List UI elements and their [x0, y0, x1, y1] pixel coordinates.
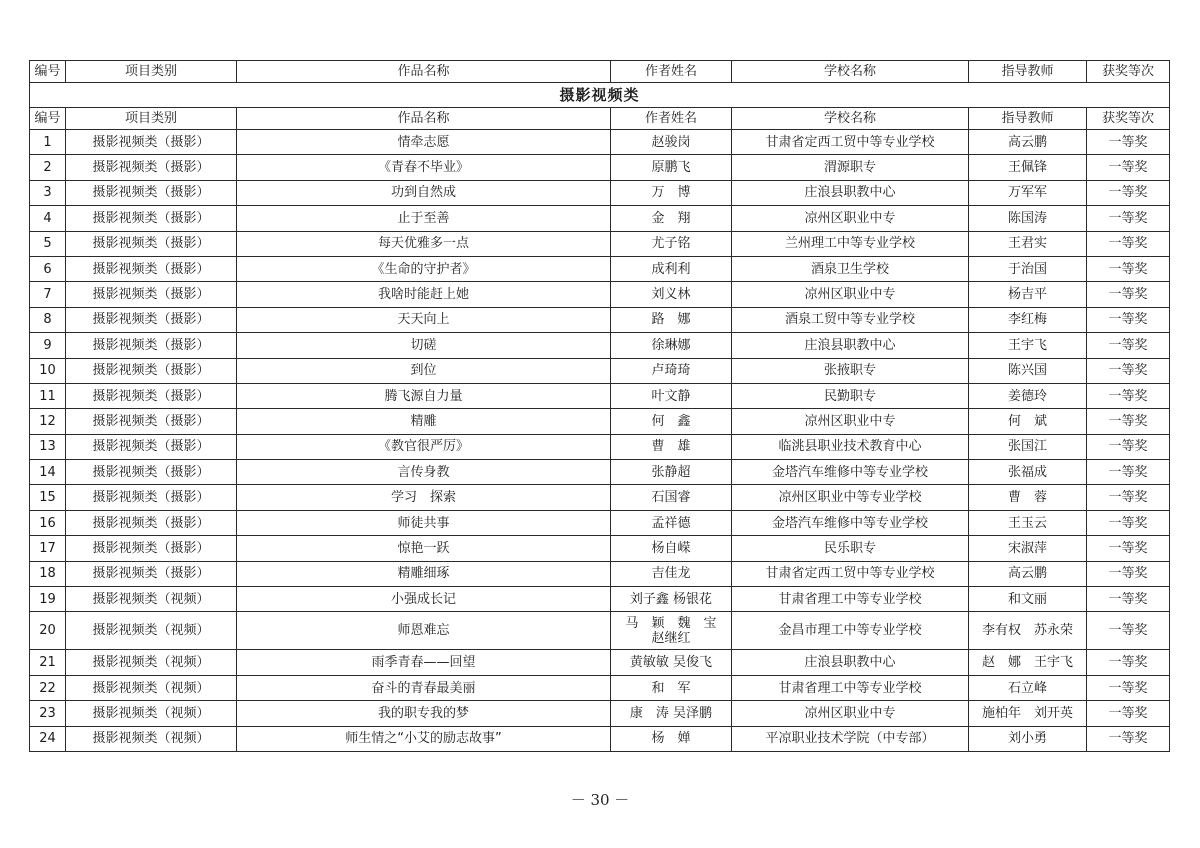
cell-category: 摄影视频类（视频）	[66, 650, 237, 675]
cell-no: 19	[30, 587, 66, 612]
table-row	[30, 510, 1170, 535]
cell-award: 一等奖	[1087, 587, 1170, 612]
header-cell-school: 学校名称	[732, 61, 969, 83]
cell-work: 《教官很严厉》	[237, 434, 611, 459]
cell-no: 10	[30, 358, 66, 383]
table-row	[30, 130, 1170, 155]
cell-work: 学习 探索	[237, 485, 611, 510]
header-row	[30, 108, 1170, 130]
cell-school: 临洮县职业技术教育中心	[732, 434, 969, 459]
cell-award: 一等奖	[1087, 180, 1170, 205]
cell-author: 叶文静	[611, 383, 732, 408]
table-row	[30, 155, 1170, 180]
cell-author: 黄敏敏 吴俊飞	[611, 650, 732, 675]
cell-category: 摄影视频类（摄影）	[66, 460, 237, 485]
page-number: － 30 －	[570, 791, 630, 809]
cell-no: 23	[30, 701, 66, 726]
cell-no: 20	[30, 612, 66, 650]
cell-category: 摄影视频类（视频）	[66, 726, 237, 751]
cell-school: 民乐职专	[732, 536, 969, 561]
cell-work: 天天向上	[237, 307, 611, 332]
cell-no: 1	[30, 130, 66, 155]
author-line: 赵继红	[651, 630, 691, 646]
cell-no: 5	[30, 231, 66, 256]
header-cell-school: 学校名称	[732, 108, 969, 130]
cell-teacher: 宋淑萍	[969, 536, 1087, 561]
cell-teacher: 王佩锋	[969, 155, 1087, 180]
cell-author: 何 鑫	[611, 409, 732, 434]
cell-author: 石国睿	[611, 485, 732, 510]
cell-work: 功到自然成	[237, 180, 611, 205]
cell-teacher: 刘小勇	[969, 726, 1087, 751]
cell-author: 杨 婵	[611, 726, 732, 751]
header-cell-category: 项目类别	[66, 108, 237, 130]
cell-school: 甘肃省理工中等专业学校	[732, 675, 969, 700]
cell-work: 奋斗的青春最美丽	[237, 675, 611, 700]
cell-category: 摄影视频类（摄影）	[66, 409, 237, 434]
table-row	[30, 612, 1170, 650]
section-title-row	[30, 83, 1170, 108]
table-row	[30, 307, 1170, 332]
table-row	[30, 587, 1170, 612]
cell-award: 一等奖	[1087, 231, 1170, 256]
header-cell-award: 获奖等次	[1087, 108, 1170, 130]
cell-work: 情牵志愿	[237, 130, 611, 155]
header-cell-work: 作品名称	[237, 108, 611, 130]
cell-award: 一等奖	[1087, 460, 1170, 485]
cell-award: 一等奖	[1087, 409, 1170, 434]
cell-category: 摄影视频类（摄影）	[66, 561, 237, 586]
cell-school: 平凉职业技术学院（中专部）	[732, 726, 969, 751]
cell-teacher: 高云鹏	[969, 561, 1087, 586]
table-row	[30, 358, 1170, 383]
cell-category: 摄影视频类（摄影）	[66, 383, 237, 408]
cell-category: 摄影视频类（摄影）	[66, 231, 237, 256]
cell-teacher: 王宇飞	[969, 333, 1087, 358]
cell-award: 一等奖	[1087, 536, 1170, 561]
cell-category: 摄影视频类（摄影）	[66, 434, 237, 459]
header-cell-teacher: 指导教师	[969, 108, 1087, 130]
table-row	[30, 434, 1170, 459]
cell-work: 精雕	[237, 409, 611, 434]
cell-no: 7	[30, 282, 66, 307]
cell-category: 摄影视频类（视频）	[66, 612, 237, 650]
cell-school: 凉州区职业中专	[732, 701, 969, 726]
cell-author: 万 博	[611, 180, 732, 205]
cell-author: 金 翔	[611, 206, 732, 231]
cell-teacher: 万军军	[969, 180, 1087, 205]
cell-school: 金塔汽车维修中等专业学校	[732, 460, 969, 485]
cell-author: 卢琦琦	[611, 358, 732, 383]
cell-category: 摄影视频类（摄影）	[66, 206, 237, 231]
cell-category: 摄影视频类（视频）	[66, 675, 237, 700]
table-row	[30, 561, 1170, 586]
cell-award: 一等奖	[1087, 256, 1170, 281]
cell-school: 庄浪县职教中心	[732, 650, 969, 675]
cell-author: 路 娜	[611, 307, 732, 332]
cell-category: 摄影视频类（摄影）	[66, 256, 237, 281]
cell-author: 徐琳娜	[611, 333, 732, 358]
cell-award: 一等奖	[1087, 130, 1170, 155]
cell-award: 一等奖	[1087, 282, 1170, 307]
cell-teacher: 王玉云	[969, 510, 1087, 535]
table-row	[30, 333, 1170, 358]
cell-school: 凉州区职业中等专业学校	[732, 485, 969, 510]
cell-award: 一等奖	[1087, 675, 1170, 700]
header-cell-award: 获奖等次	[1087, 61, 1170, 83]
cell-teacher: 王君实	[969, 231, 1087, 256]
header-cell-author: 作者姓名	[611, 61, 732, 83]
header-cell-category: 项目类别	[66, 61, 237, 83]
section-title: 摄影视频类	[30, 83, 1170, 108]
cell-award: 一等奖	[1087, 333, 1170, 358]
cell-author: 康 涛 吴泽鹏	[611, 701, 732, 726]
cell-author: 和 军	[611, 675, 732, 700]
cell-no: 17	[30, 536, 66, 561]
cell-work: 《生命的守护者》	[237, 256, 611, 281]
cell-category: 摄影视频类（摄影）	[66, 130, 237, 155]
cell-category: 摄影视频类（摄影）	[66, 282, 237, 307]
cell-no: 16	[30, 510, 66, 535]
cell-author: 孟祥德	[611, 510, 732, 535]
table-row	[30, 650, 1170, 675]
cell-teacher: 张国江	[969, 434, 1087, 459]
cell-author: 赵骏岗	[611, 130, 732, 155]
cell-no: 12	[30, 409, 66, 434]
cell-category: 摄影视频类（摄影）	[66, 510, 237, 535]
table-row	[30, 409, 1170, 434]
cell-teacher: 李红梅	[969, 307, 1087, 332]
cell-category: 摄影视频类（摄影）	[66, 155, 237, 180]
table-row	[30, 460, 1170, 485]
cell-work: 腾飞源自力量	[237, 383, 611, 408]
cell-work: 每天优雅多一点	[237, 231, 611, 256]
cell-teacher: 赵 娜 王宇飞	[969, 650, 1087, 675]
header-cell-teacher: 指导教师	[969, 61, 1087, 83]
cell-school: 金昌市理工中等专业学校	[732, 612, 969, 650]
cell-work: 小强成长记	[237, 587, 611, 612]
cell-work: 精雕细琢	[237, 561, 611, 586]
author-line: 马 颖 魏 宝	[625, 615, 717, 631]
cell-no: 22	[30, 675, 66, 700]
cell-school: 金塔汽车维修中等专业学校	[732, 510, 969, 535]
table-row	[30, 536, 1170, 561]
cell-work: 到位	[237, 358, 611, 383]
table-row	[30, 206, 1170, 231]
cell-school: 甘肃省定西工贸中等专业学校	[732, 561, 969, 586]
cell-teacher: 曹 蓉	[969, 485, 1087, 510]
cell-award: 一等奖	[1087, 701, 1170, 726]
cell-no: 3	[30, 180, 66, 205]
table-row	[30, 701, 1170, 726]
cell-award: 一等奖	[1087, 307, 1170, 332]
header-row	[30, 61, 1170, 83]
cell-author: 尤子铭	[611, 231, 732, 256]
cell-teacher: 杨吉平	[969, 282, 1087, 307]
table-row	[30, 675, 1170, 700]
table-row	[30, 256, 1170, 281]
cell-teacher: 和文丽	[969, 587, 1087, 612]
cell-work: 惊艳一跃	[237, 536, 611, 561]
cell-work: 师徒共事	[237, 510, 611, 535]
cell-author: 张静超	[611, 460, 732, 485]
cell-award: 一等奖	[1087, 155, 1170, 180]
cell-teacher: 于治国	[969, 256, 1087, 281]
cell-author	[611, 612, 732, 650]
cell-teacher: 何 斌	[969, 409, 1087, 434]
cell-work: 我啥时能赶上她	[237, 282, 611, 307]
cell-teacher: 陈兴国	[969, 358, 1087, 383]
cell-school: 渭源职专	[732, 155, 969, 180]
cell-no: 15	[30, 485, 66, 510]
cell-author: 曹 雄	[611, 434, 732, 459]
cell-no: 24	[30, 726, 66, 751]
cell-no: 11	[30, 383, 66, 408]
cell-school: 酒泉卫生学校	[732, 256, 969, 281]
cell-no: 4	[30, 206, 66, 231]
cell-teacher: 李有权 苏永荣	[969, 612, 1087, 650]
cell-teacher: 高云鹏	[969, 130, 1087, 155]
cell-category: 摄影视频类（摄影）	[66, 333, 237, 358]
cell-award: 一等奖	[1087, 650, 1170, 675]
cell-no: 18	[30, 561, 66, 586]
cell-award: 一等奖	[1087, 726, 1170, 751]
cell-school: 凉州区职业中专	[732, 282, 969, 307]
header-cell-no: 编号	[30, 61, 66, 83]
cell-award: 一等奖	[1087, 485, 1170, 510]
cell-category: 摄影视频类（摄影）	[66, 358, 237, 383]
cell-work: 师恩难忘	[237, 612, 611, 650]
header-cell-no: 编号	[30, 108, 66, 130]
header-cell-author: 作者姓名	[611, 108, 732, 130]
cell-author: 原鹏飞	[611, 155, 732, 180]
cell-author: 刘义林	[611, 282, 732, 307]
cell-category: 摄影视频类（摄影）	[66, 536, 237, 561]
table-row	[30, 726, 1170, 751]
cell-award: 一等奖	[1087, 383, 1170, 408]
cell-no: 14	[30, 460, 66, 485]
table-row	[30, 282, 1170, 307]
cell-category: 摄影视频类（视频）	[66, 587, 237, 612]
cell-school: 兰州理工中等专业学校	[732, 231, 969, 256]
cell-school: 庄浪县职教中心	[732, 180, 969, 205]
table-row	[30, 231, 1170, 256]
cell-school: 张掖职专	[732, 358, 969, 383]
cell-school: 凉州区职业中专	[732, 409, 969, 434]
cell-school: 凉州区职业中专	[732, 206, 969, 231]
cell-award: 一等奖	[1087, 561, 1170, 586]
cell-author: 吉佳龙	[611, 561, 732, 586]
table-row	[30, 180, 1170, 205]
cell-teacher: 石立峰	[969, 675, 1087, 700]
cell-work: 言传身教	[237, 460, 611, 485]
cell-work: 雨季青春——回望	[237, 650, 611, 675]
award-table	[29, 60, 1170, 752]
table-row	[30, 485, 1170, 510]
cell-author: 杨自嵘	[611, 536, 732, 561]
cell-award: 一等奖	[1087, 358, 1170, 383]
cell-no: 2	[30, 155, 66, 180]
cell-category: 摄影视频类（摄影）	[66, 485, 237, 510]
cell-school: 庄浪县职教中心	[732, 333, 969, 358]
cell-work: 止于至善	[237, 206, 611, 231]
cell-school: 酒泉工贸中等专业学校	[732, 307, 969, 332]
cell-category: 摄影视频类（摄影）	[66, 180, 237, 205]
cell-award: 一等奖	[1087, 434, 1170, 459]
cell-category: 摄影视频类（视频）	[66, 701, 237, 726]
cell-school: 民勤职专	[732, 383, 969, 408]
cell-award: 一等奖	[1087, 206, 1170, 231]
cell-category: 摄影视频类（摄影）	[66, 307, 237, 332]
cell-work: 《青春不毕业》	[237, 155, 611, 180]
cell-author: 成利利	[611, 256, 732, 281]
cell-author: 刘子鑫 杨银花	[611, 587, 732, 612]
cell-no: 9	[30, 333, 66, 358]
table-row	[30, 383, 1170, 408]
cell-school: 甘肃省定西工贸中等专业学校	[732, 130, 969, 155]
cell-no: 6	[30, 256, 66, 281]
cell-work: 切磋	[237, 333, 611, 358]
cell-no: 21	[30, 650, 66, 675]
cell-work: 我的职专我的梦	[237, 701, 611, 726]
cell-no: 13	[30, 434, 66, 459]
header-cell-work: 作品名称	[237, 61, 611, 83]
cell-award: 一等奖	[1087, 612, 1170, 650]
cell-award: 一等奖	[1087, 510, 1170, 535]
cell-teacher: 施柏年 刘开英	[969, 701, 1087, 726]
cell-teacher: 姜德玲	[969, 383, 1087, 408]
cell-work: 师生情之“小艾的励志故事”	[237, 726, 611, 751]
cell-school: 甘肃省理工中等专业学校	[732, 587, 969, 612]
cell-no: 8	[30, 307, 66, 332]
cell-teacher: 张福成	[969, 460, 1087, 485]
cell-teacher: 陈国涛	[969, 206, 1087, 231]
